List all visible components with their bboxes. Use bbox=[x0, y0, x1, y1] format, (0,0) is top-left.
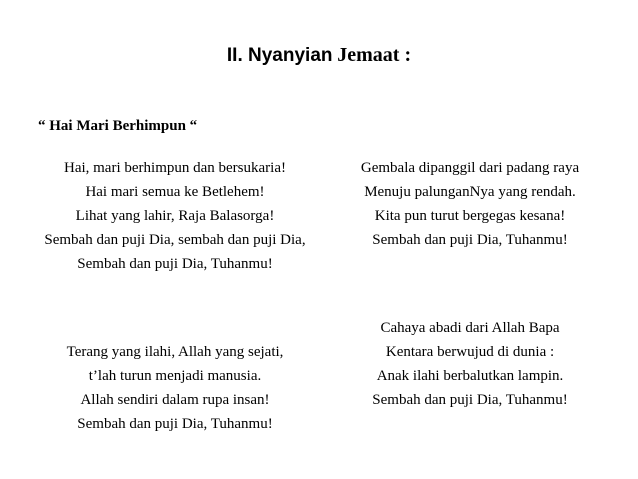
verse-line: Terang yang ilahi, Allah yang sejati, bbox=[66, 344, 284, 360]
verse-line: Sembah dan puji Dia, Tuhanmu! bbox=[372, 392, 568, 408]
page-title bbox=[0, 44, 638, 67]
verse-line: Hai, mari berhimpun dan bersukaria! bbox=[63, 160, 286, 176]
verse-line: Sembah dan puji Dia, Tuhanmu! bbox=[77, 416, 273, 432]
verse-line: Lihat yang lahir, Raja Balasorga! bbox=[75, 208, 275, 224]
verse-line: Cahaya abadi dari Allah Bapa bbox=[380, 320, 560, 336]
verse-line: Sembah dan puji Dia, sembah dan puji Dia, bbox=[44, 232, 306, 248]
verse-line: Sembah dan puji Dia, Tuhanmu! bbox=[77, 256, 273, 272]
song-title: “ Hai Mari Berhimpun “ bbox=[38, 118, 198, 134]
verse-2 bbox=[335, 156, 605, 252]
page-title-prefix: II. Nyanyian bbox=[226, 45, 333, 66]
verse-line: t’lah turun menjadi manusia. bbox=[88, 368, 262, 384]
verse-1 bbox=[30, 156, 320, 276]
verse-line: Allah sendiri dalam rupa insan! bbox=[80, 392, 270, 408]
verse-line: Menuju palunganNya yang rendah. bbox=[364, 184, 576, 200]
verse-line: Gembala dipanggil dari padang raya bbox=[360, 160, 580, 176]
page-title-suffix: Jemaat : bbox=[337, 44, 412, 66]
verse-line: Hai mari semua ke Betlehem! bbox=[85, 184, 265, 200]
verse-line: Kita pun turut bergegas kesana! bbox=[374, 208, 566, 224]
verse-line: Anak ilahi berbalutkan lampin. bbox=[376, 368, 564, 384]
verse-line: Sembah dan puji Dia, Tuhanmu! bbox=[372, 232, 568, 248]
verse-line: Kentara berwujud di dunia : bbox=[385, 344, 555, 360]
verse-3 bbox=[30, 340, 320, 436]
verse-4 bbox=[335, 316, 605, 412]
